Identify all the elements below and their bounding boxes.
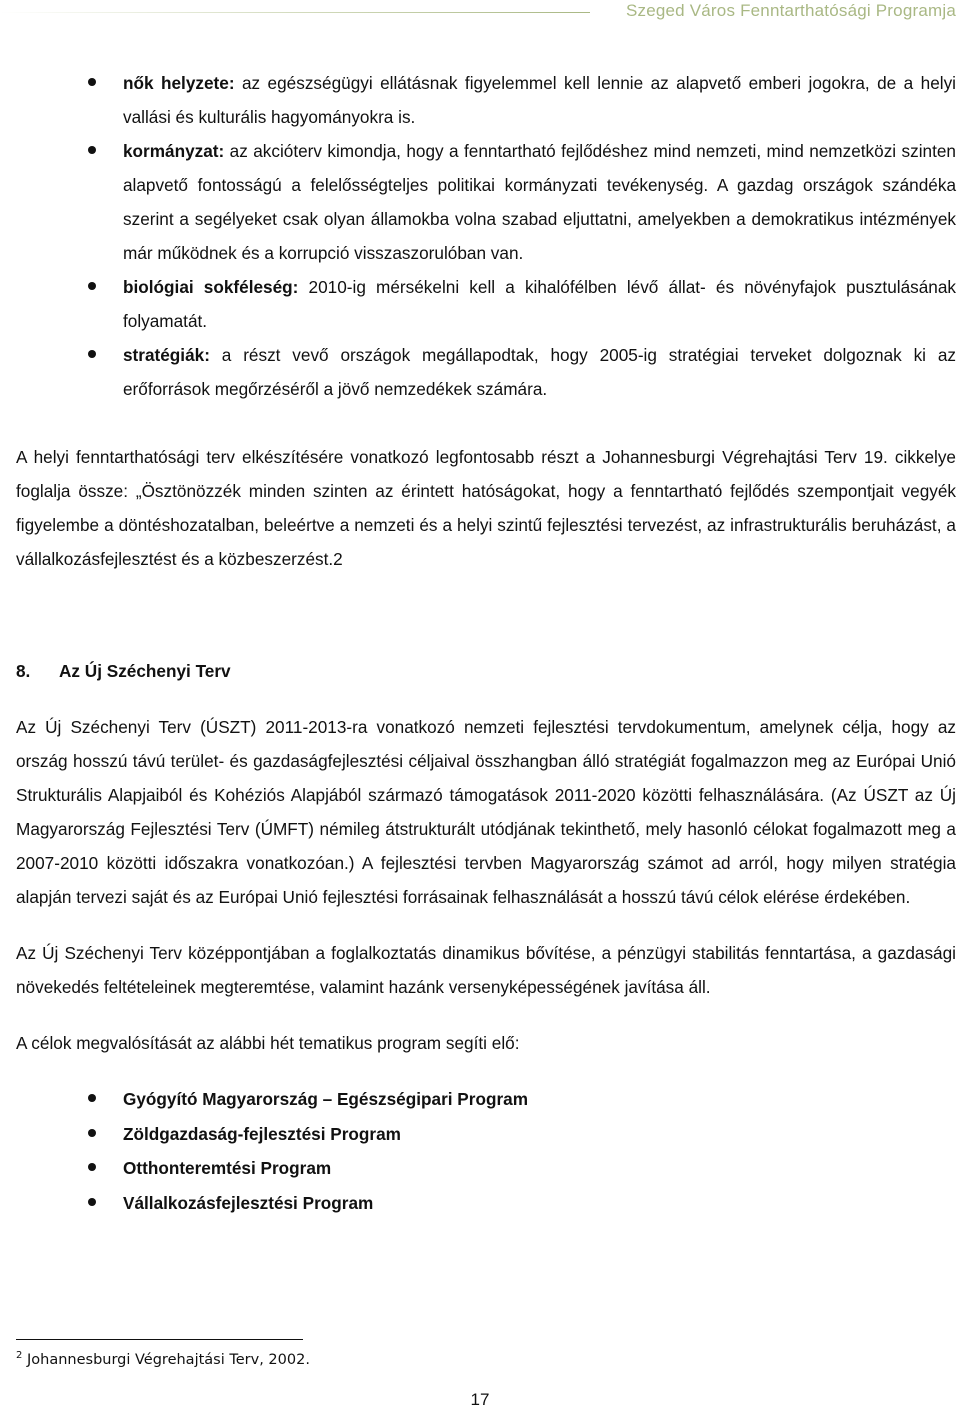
bullet-dot-icon xyxy=(88,282,96,290)
section-title: Az Új Széchenyi Terv xyxy=(59,661,231,681)
list-item xyxy=(16,134,956,270)
list-item-term: nők helyzete: xyxy=(123,73,235,93)
list-item xyxy=(16,270,956,338)
list-item xyxy=(16,1186,956,1221)
bullet-dot-icon xyxy=(88,1094,96,1102)
list-item-text: az egészségügyi ellátásnak figyelemmel kell lennie az alapvető emberi jogokra, de a helyi vallási és kulturális hagyományokra is. xyxy=(123,73,956,127)
list-item xyxy=(16,1117,956,1152)
bullet-dot-icon xyxy=(88,350,96,358)
footnote xyxy=(16,1350,310,1368)
running-header-title: Szeged Város Fenntarthatósági Programja xyxy=(625,1,956,20)
bullet-dot-icon xyxy=(88,1129,96,1137)
paragraph-johannesburg: A helyi fenntarthatósági terv elkészítésére vonatkozó legfontosabb részt a Johannesburgi Végrehajtási Terv 19. cikkelye foglalja össze: „Ösztönözzék minden szinten az érintett hatóságokat, hogy a fenntartható fejlődés szempontjait vegyék figyelembe a döntéshozatalban, beleértve a nemzeti és a helyi szintű fejlesztési tervezést, az infrastrukturális beruházást, a vállalkozásfejlesztést és a közbeszerzést.2 xyxy=(16,447,956,569)
bullet-dot-icon xyxy=(88,78,96,86)
program-name: Otthonteremtési Program xyxy=(123,1158,332,1178)
section-heading xyxy=(16,654,956,688)
list-item xyxy=(16,1082,956,1117)
footnote-mark: 2 xyxy=(16,1350,23,1361)
bullet-dot-icon xyxy=(88,1163,96,1171)
list-item-text: 2010-ig mérsékelni kell a kihalófélben lévő állat- és növényfajok pusztulásának folyamatát. xyxy=(123,277,956,331)
bullet-dot-icon xyxy=(88,1198,96,1206)
paragraph-uszt-intro: Az Új Széchenyi Terv (ÚSZT) 2011-2013-ra vonatkozó nemzeti fejlesztési tervdokumentum, amelynek célja, hogy az ország hosszú távú terület- és gazdaságfejlesztési céljaival összhangban álló stratégiát fogalmazzon meg az Európai Unió Strukturális Alapjaiból és Kohéziós Alapjából származó támogatások 2011-2020 közötti felhasználására. (Az ÚSZT az Új Magyarország Fejlesztési Terv (ÚMFT) némileg átstrukturált utódjának tekinthető, mely hasonló célokat fogalmazott meg a 2007-2010 közötti időszakra vonatkozóan.) A fejlesztési tervben Magyarország számot ad arról, hogy milyen stratégia alapján tervezi saját és az Európai Unió fejlesztési forrásainak felhasználását a hosszú távú célok elérése érdekében. xyxy=(16,717,956,907)
list-item xyxy=(16,338,956,406)
program-name: Zöldgazdaság-fejlesztési Program xyxy=(123,1123,401,1144)
bullet-dot-icon xyxy=(88,146,96,154)
page-number: 17 xyxy=(470,1390,490,1409)
footnote-text: Johannesburgi Végrehajtási Terv, 2002. xyxy=(22,1351,310,1368)
header-rule xyxy=(0,12,590,13)
footnote-rule xyxy=(16,1339,303,1340)
page-body xyxy=(16,66,956,1220)
bullet-list-goals xyxy=(16,66,956,406)
list-item-term: biológiai sokféleség: xyxy=(123,277,299,297)
list-item-term: stratégiák: xyxy=(123,345,210,365)
paragraph-uszt-focus: Az Új Széchenyi Terv középpontjában a foglalkoztatás dinamikus bővítése, a pénzügyi stabilitás fenntartása, a gazdasági növekedés feltételeinek megteremtése, valamint hazánk versenyképességének javítása áll. xyxy=(16,943,956,997)
list-item xyxy=(16,1151,956,1186)
section-number: 8. xyxy=(16,661,31,681)
list-item-text: az akcióterv kimondja, hogy a fenntartható fejlődéshez mind nemzeti, mind nemzetközi szinten alapvető fontosságú a felelősségteljes politikai kormányzati tevékenység. A gazdag országok szándéka szerint a segélyeket csak olyan államokba volna szabad eljuttatni, amelyekben a demokratikus intézmények már működnek és a korrupció visszaszorulóban van. xyxy=(123,141,956,263)
list-item-text: a részt vevő országok megállapodtak, hogy 2005-ig stratégiai terveket dolgoznak ki az erőforrások megőrzéséről a jövő nemzedékek számára. xyxy=(123,345,956,399)
list-item-term: kormányzat: xyxy=(123,141,225,161)
program-name: Gyógyító Magyarország – Egészségipari Program xyxy=(123,1089,528,1109)
paragraph-programs-intro: A célok megvalósítását az alábbi hét tematikus program segíti elő: xyxy=(16,1033,520,1053)
program-list xyxy=(16,1082,956,1220)
list-item xyxy=(16,66,956,134)
program-name: Vállalkozásfejlesztési Program xyxy=(123,1192,374,1213)
